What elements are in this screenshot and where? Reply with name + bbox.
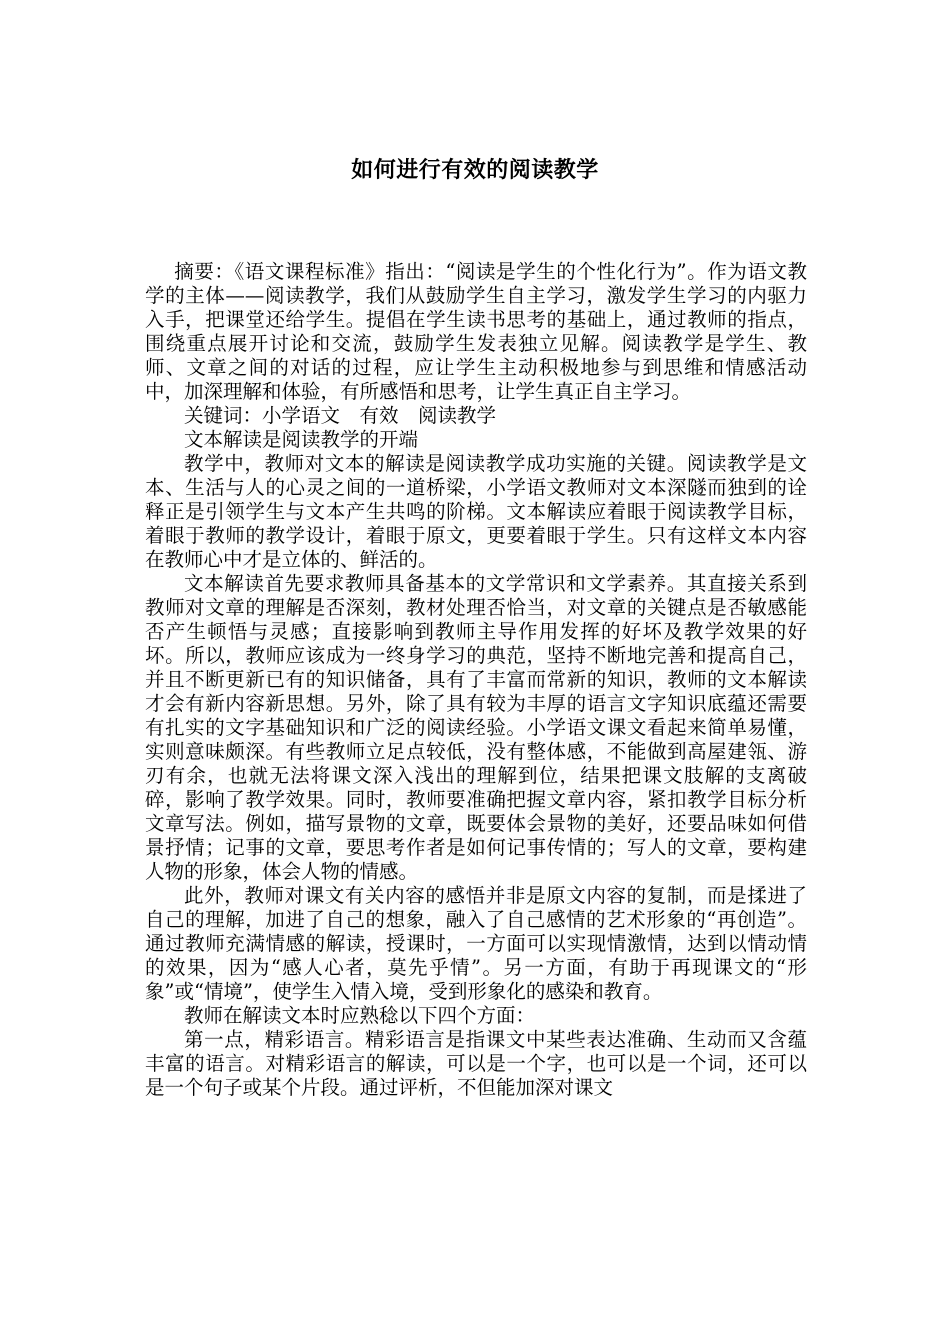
- document-title: 如何进行有效的阅读教学: [351, 158, 599, 183]
- body-paragraph: 文本解读首先要求教师具备基本的文学常识和文学素养。其直接关系到教师对文章的理解是否深刻，教材处理否恰当，对文章的关键点是否敏感能否产生顿悟与灵感；直接影响到教师主导作用发挥的好坏及教学效果的好坏。所以，教师应该成为一终身学习的典范，坚持不断地完善和提高自己，并且不断更新已有的知识储备，具有了丰富而常新的知识，教师的文本解读才会有新内容新思想。另外，除了具有较为丰厚的语言文字知识底蕴还需要有扎实的文字基础知识和广泛的阅读经验。小学语文课文看起来简单易懂，实则意味颇深。有些教师立足点较低，没有整体感，不能做到高屋建瓴、游刃有余，也就无法将课文深入浅出的理解到位，结果把课文肢解的支离破碎，影响了教学效果。同时，教师要准确把握文章内容，紧扣教学目标分析文章写法。例如，描写景物的文章，既要体会景物的美好，还要品味如何借景抒情；记事的文章，要思考作者是如何记事传情的；写人的文章，要构建人物的形象，体会人物的情感。: [145, 572, 807, 883]
- body-paragraph: 此外，教师对课文有关内容的感悟并非是原文内容的复制，而是揉进了自己的理解，加进了自己的想象，融入了自己感情的艺术形象的“再创造”。通过教师充满情感的解读，授课时，一方面可以实现情激情，达到以情动情的效果，因为“感人心者，莫先乎情”。另一方面，有助于再现课文的“形象”或“情境”，使学生入情入境，受到形象化的感染和教育。: [145, 884, 807, 1003]
- keywords-line: 关键词：小学语文 有效 阅读教学: [184, 404, 497, 427]
- body-paragraph: 教学中，教师对文本的解读是阅读教学成功实施的关键。阅读教学是文本、生活与人的心灵之间的一道桥梁，小学语文教师对文本深隧而独到的诠释正是引领学生与文本产生共鸣的阶梯。文本解读应着眼于阅读教学目标，着眼于教师的教学设计，着眼于原文，更要着眼于学生。只有这样文本内容在教师心中才是立体的、鲜活的。: [145, 452, 807, 571]
- body-paragraph: 教师在解读文本时应熟稔以下四个方面：: [184, 1004, 536, 1027]
- abstract-paragraph: 摘要：《语文课程标准》指出：“阅读是学生的个性化行为”。作为语文教学的主体——阅读教学，我们从鼓励学生自主学习，激发学生学习的内驱力入手，把课堂还给学生。提倡在学生读书思考的基础上，通过教师的指点，围绕重点展开讨论和交流，鼓励学生发表独立见解。阅读教学是学生、教师、文章之间的对话的过程，应让学生主动积极地参与到思维和情感活动中，加深理解和体验，有所感悟和思考，让学生真正自主学习。: [145, 260, 807, 403]
- section-heading: 文本解读是阅读教学的开端: [184, 428, 419, 451]
- body-paragraph: 第一点，精彩语言。精彩语言是指课文中某些表达准确、生动而又含蕴丰富的语言。对精彩语言的解读，可以是一个字，也可以是一个词，还可以是一个句子或某个片段。通过评析，不但能加深对课文: [145, 1028, 807, 1099]
- document-body: [145, 260, 807, 1100]
